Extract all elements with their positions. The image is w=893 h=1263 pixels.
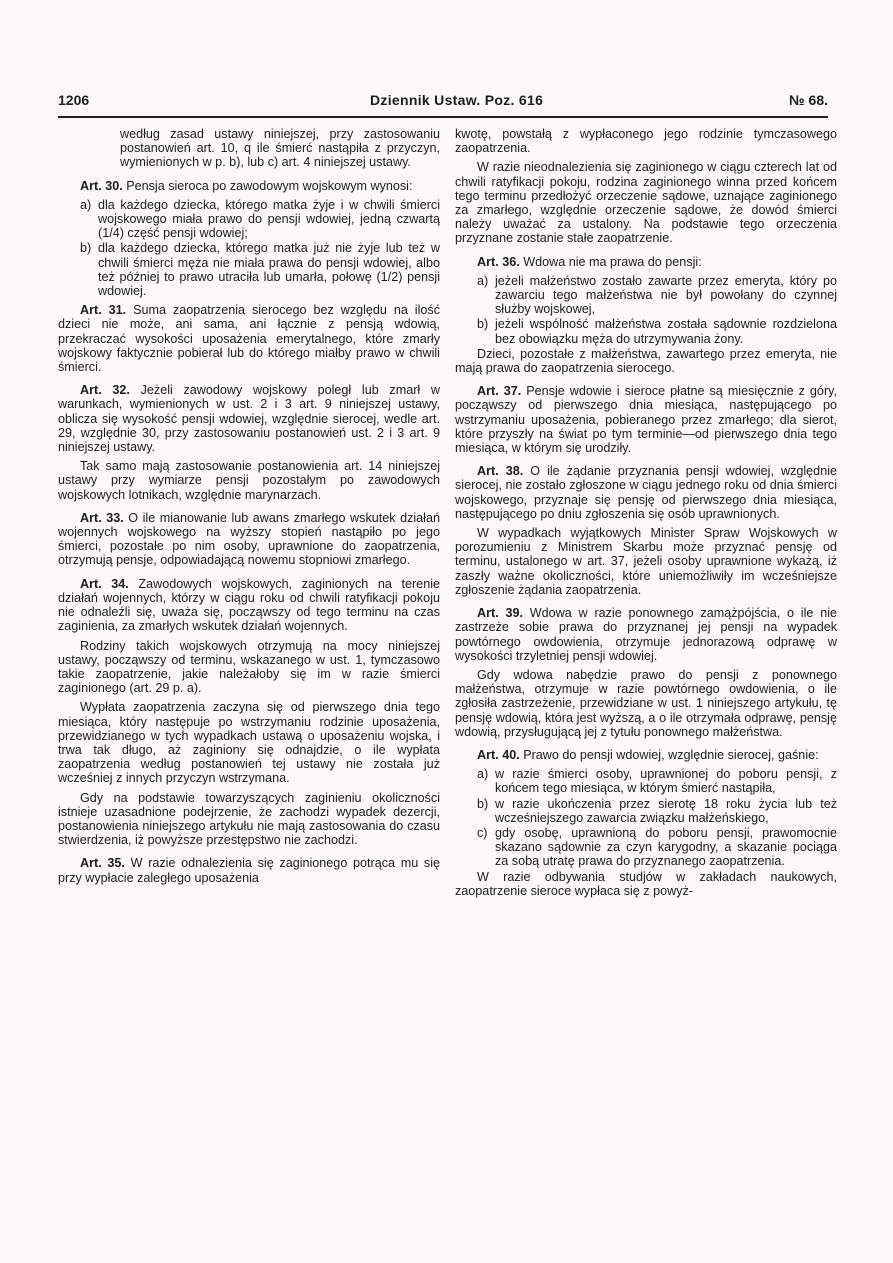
article-label: Art. 35.	[80, 856, 125, 871]
article-text: Suma zaopatrzenia sierocego bez względu na ilość dzieci nie może, ani sama, ani łącznie z pensją wdowią, przekraczać wysokości uposażenia emerytalnego, które zmarły wojskowy faktycznie pobierał lub do którego miałby prawo w chwili śmierci.	[58, 303, 441, 375]
article-label: Art. 38.	[477, 464, 524, 479]
article-34	[58, 577, 440, 634]
article-label: Art. 34.	[80, 576, 129, 591]
paragraph: Tak samo mają zastosowanie postanowienia art. 14 niniejszej ustawy przy wymiarze pensji pozostałym po zawodowych wojskowych lotnikach, względnie marynarzach.	[58, 459, 440, 502]
list-label: a)	[80, 197, 92, 212]
list-item	[455, 317, 837, 345]
right-column	[455, 127, 837, 903]
paragraph: W wypadkach wyjątkowych Minister Spraw Wojskowych w porozumieniu z Ministrem Skarbu może przyznać pensję od terminu, ustalonego w art. 37, jeżeli osoby uprawnione wykażą, iż zaszły ważne okoliczności, które uniemożliwiły im wcześniejsze zgłoszenie żądania zaopatrzenia.	[455, 526, 837, 597]
list-item	[455, 797, 837, 825]
paragraph: Rodziny takich wojskowych otrzymują na mocy niniejszej ustawy, począwszy od terminu, wskazanego w ust. 1, tymczasowo takie zaopatrzenie, jakie należałoby się im w razie śmierci zaginionego (art. 29 p. a).	[58, 638, 440, 696]
list-text: gdy osobę, uprawnioną do poboru pensji, prawomocnie skazano sądownie za czyn karygodny, a skazanie pociąga za sobą utratę prawa do przyznanego zaopatrzenia.	[495, 825, 837, 869]
article-text: Jeżeli zawodowy wojskowy poległ lub zmarł w warunkach, wymienionych w ust. 2 i 3 art. 9 niniejszej ustawy, oblicza się wysokość pensji wdowiej, względnie sierocej, wedle art. 29, względnie 30, przy zastosowaniu postanowień ust. 2 i 3 art. 9 niniejszej ustawy.	[58, 383, 440, 455]
paragraph: W razie nieodnalezienia się zaginionego w ciągu czterech lat od chwili ratyfikacji pokoju, rodzina zaginionego winna przed końcem tego terminu przedłożyć orzeczenie sądowe, uznające zaginionego za zmarłego, względnie orzeczenie sądowe, że dowód śmierci należy uważać za ustalony. Na podstawie tego orzeczenia przyznane zostanie stałe zaopatrzenie.	[455, 160, 837, 246]
article-label: Art. 40.	[477, 747, 520, 762]
page-header	[58, 92, 828, 118]
article-38	[455, 464, 837, 521]
list-label: a)	[477, 767, 489, 782]
journal-title: Dziennik Ustaw. Poz. 616	[370, 92, 544, 108]
list-item	[58, 198, 440, 241]
article-30	[58, 179, 440, 193]
article-text: Wdowa w razie ponownego zamążpójścia, o ile nie zastrzeże sobie prawa do przyznanej jej pensji na wypadek powtórnego owdowienia, otrzymuje jednorazową odprawę w wysokości trzyletniej pensji wdowiej.	[455, 606, 837, 663]
article-35	[58, 856, 440, 884]
list-label: a)	[477, 273, 489, 288]
list-text: w razie ukończenia przez sierotę 18 roku życia lub też wcześniejszego zawarcia związku małżeńskiego,	[495, 796, 837, 825]
article-31	[58, 303, 440, 374]
article-text: Pensje wdowie i sieroce płatne są miesięcznie z góry, począwszy od pierwszego dnia miesiąca, następującego po wstrzymaniu uposażenia, pobieranego przez zmarłego; dla sierot, które przyszły na świat po tym terminie—od pierwszego dnia tego miesiąca, w którym się urodziły.	[455, 384, 837, 456]
list-label: b)	[477, 796, 489, 811]
article-39	[455, 606, 837, 663]
paragraph: Gdy na podstawie towarzyszących zaginieniu okoliczności istnieje uzasadnione podejrzenie, że zachodzi wypadek dezercji, postanowienia niniejszego artykułu nie mają zastosowania do czasu stwierdzenia, iż powyższe przestępstwo nie zachodzi.	[58, 790, 440, 848]
list-label: b)	[80, 241, 92, 256]
article-33	[58, 511, 440, 568]
paragraph: W razie odbywania studjów w zakładach naukowych, zaopatrzenie sieroce wypłaca się z powyż-	[455, 869, 837, 898]
list-text: jeżeli małżeństwo zostało zawarte przez emeryta, który po zawarciu tego małżeństwa nie był powołany do czynnej służby wojskowej,	[495, 273, 837, 317]
article-label: Art. 39.	[477, 606, 523, 621]
page-number: 1206	[58, 92, 90, 108]
article-37	[455, 384, 837, 455]
article-text: O ile żądanie przyznania pensji wdowiej, względnie sierocej, nie zostało zgłoszone w ciągu jednego roku od dnia śmierci wojskowego, przyznaje się pensję od pierwszego dnia miesiąca, następującego po dniu zgłoszenia się osób uprawnionych.	[455, 464, 837, 521]
article-text: W razie odnalezienia się zaginionego potrąca mu się przy wypłacie zaległego uposażenia	[58, 856, 441, 885]
paragraph: kwotę, powstałą z wypłaconego jego rodzinie tymczasowego zaopatrzenia.	[455, 127, 837, 156]
list-label: c)	[477, 825, 488, 840]
article-label: Art. 30.	[80, 178, 123, 193]
paragraph: według zasad ustawy niniejszej, przy zastosowaniu postanowień art. 10, q ile śmierć nastąpiła z przyczyn, wymienionych w p. b), lub c) art. 4 niniejszej ustawy.	[120, 127, 440, 170]
list-label: b)	[477, 317, 489, 332]
paragraph: Dzieci, pozostałe z małżeństwa, zawartego przez emeryta, nie mają prawa do zaopatrzenia sierocego.	[455, 346, 837, 376]
article-36	[455, 255, 837, 269]
list-text: w razie śmierci osoby, uprawnionej do poboru pensji, z końcem tego miesiąca, w którym śmierć nastąpiła,	[495, 767, 837, 796]
list-item	[455, 826, 837, 869]
article-text: Prawo do pensji wdowiej, względnie sierocej, gaśnie:	[523, 747, 819, 762]
paragraph: Wypłata zaopatrzenia zaczyna się od pierwszego dnia tego miesiąca, który następuje po wstrzymaniu rodzinie uposażenia, przewidzianego w tych wypadkach ustawą o uposażeniu wojska, i trwa tak długo, aż zaginiony się odnajdzie, o ile wypłata zaopatrzenia według postanowień tej ustawy nie została już wcześniej z innych przyczyn wstrzymana.	[58, 700, 440, 786]
article-label: Art. 37.	[477, 384, 522, 399]
article-text: Pensja sieroca po zawodowym wojskowym wynosi:	[126, 178, 413, 193]
list-item	[58, 241, 440, 298]
list-text: jeżeli wspólność małżeństwa została sądownie rozdzielona bez obowiązku męża do utrzymywania żony.	[495, 317, 837, 346]
paragraph: Gdy wdowa nabędzie prawo do pensji z ponownego małżeństwa, otrzymuje w razie powtórnego owdowienia, o ile zgłosiła zastrzeżenie, przewidziane w ust. 1 niniejszego artykułu, tę pensję wdowią, która jest wyższą, a o ile otrzymała odprawę, pensję wdowią, przysługującą jej z tytułu ponownego małżeństwa.	[455, 667, 837, 739]
list-text: dla każdego dziecka, którego matka już nie żyje lub też w chwili śmierci męża nie miała prawa do pensji wdowiej, albo też później to prawo utraciła lub umarła, połowę (1/2) pensji wdowiej.	[98, 241, 440, 299]
article-label: Art. 36.	[477, 254, 520, 269]
article-text: Wdowa nie ma prawa do pensji:	[523, 254, 702, 269]
article-text: Zawodowych wojskowych, zaginionych na terenie działań wojennych, którzy w ciągu roku od chwili ratyfikacji pokoju nie odnaleźli się, uważa się, począwszy od tego terminu na czas zaginienia, za zmarłych wskutek działań wojennych.	[58, 576, 440, 634]
article-40	[455, 748, 837, 762]
left-column	[58, 127, 440, 890]
article-label: Art. 32.	[80, 383, 130, 398]
list-text: dla każdego dziecka, którego matka żyje i w chwili śmierci wojskowego miała prawo do pensji wdowiej, jedną czwartą (1/4) część pensji wdowiej;	[98, 197, 440, 241]
article-text: O ile mianowanie lub awans zmarłego wskutek działań wojennych wojskowego na wyższy stopień nastąpiło po jego śmierci, pozostałe po nim osoby, uprawnione do zaopatrzenia, otrzymują pensje, odpowiadającą nowemu stopniowi zmarłego.	[58, 510, 440, 568]
list-item	[455, 274, 837, 317]
issue-number: № 68.	[789, 92, 828, 108]
article-label: Art. 33.	[80, 510, 124, 525]
article-32	[58, 383, 440, 454]
article-label: Art. 31.	[80, 303, 127, 318]
list-item	[455, 767, 837, 795]
